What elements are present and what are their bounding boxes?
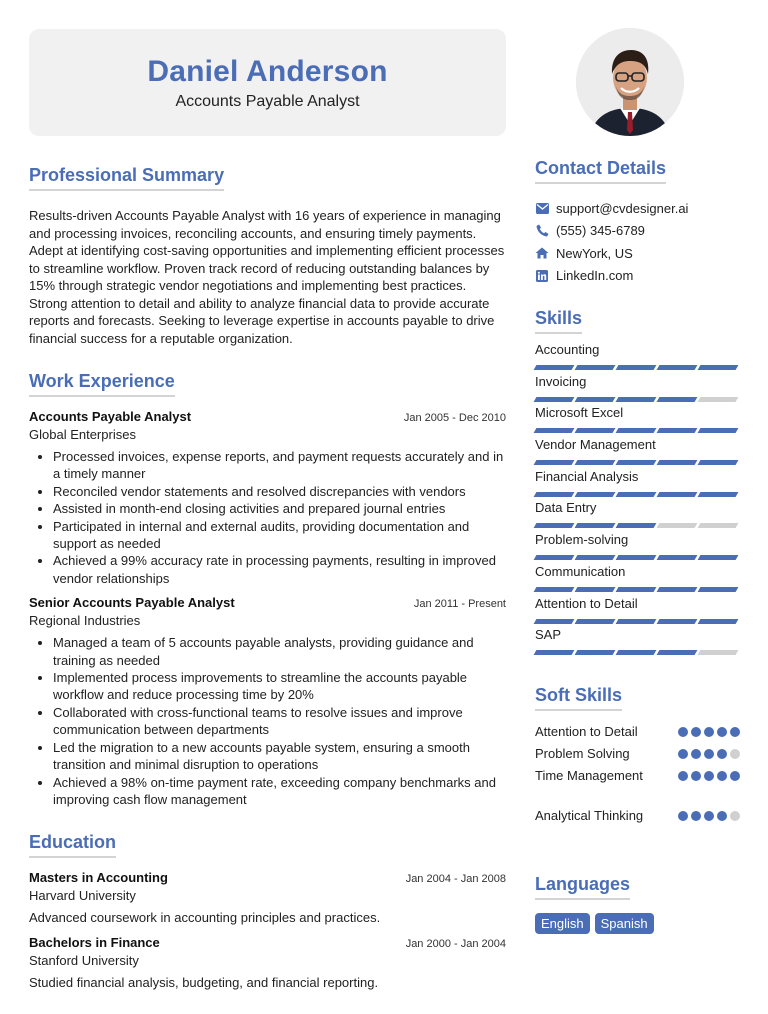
skill-level-bars — [535, 492, 740, 497]
phone-icon — [535, 224, 549, 238]
job-dates: Jan 2011 - Present — [413, 598, 506, 611]
contact-location-text: NewYork, US — [556, 245, 633, 261]
soft-skill-dot — [730, 771, 740, 781]
skill-level-segment — [698, 587, 739, 592]
skill-level-segment — [534, 555, 575, 560]
skill-level-bars — [535, 428, 740, 433]
soft-skill-dot — [730, 749, 740, 759]
education-heading: Education — [29, 832, 116, 858]
job-title: Senior Accounts Payable Analyst — [29, 595, 235, 611]
candidate-title: Accounts Payable Analyst — [175, 93, 360, 110]
soft-skill-name: Problem Solving — [535, 746, 630, 762]
job-bullet: • Participated in internal and external audits, providing documentation and support as needed — [53, 518, 506, 553]
skill-level-segment — [575, 397, 616, 402]
skill-level-segment — [657, 460, 698, 465]
skill-level-bars — [535, 587, 740, 592]
skill-level-segment — [616, 365, 657, 370]
contact-linkedin-text: LinkedIn.com — [556, 268, 634, 284]
skill-level-segment — [616, 397, 657, 402]
education-entry — [29, 935, 506, 990]
skill-level-segment — [534, 523, 575, 528]
skill-row — [535, 374, 740, 406]
skill-level-bars — [535, 650, 740, 655]
soft-skill-rating — [678, 771, 740, 781]
skill-row — [535, 564, 740, 596]
school-name: Harvard University — [29, 888, 136, 904]
skill-level-segment — [698, 650, 739, 655]
degree-title: Masters in Accounting — [29, 870, 168, 886]
contact-location — [535, 242, 740, 265]
job-bullet: • Processed invoices, expense reports, and payment requests accurately and in a timely manner — [53, 448, 506, 483]
skill-level-segment — [698, 619, 739, 624]
skill-row — [535, 500, 740, 532]
skill-level-segment — [698, 428, 739, 433]
skills-list — [535, 342, 740, 659]
job-bullet: • Collaborated with cross-functional teams to resolve issues and improve communication between departments — [53, 704, 506, 739]
soft-skill-dot — [691, 811, 701, 821]
skills-heading: Skills — [535, 308, 582, 334]
contact-phone-text: (555) 345-6789 — [556, 223, 645, 239]
skill-level-segment — [575, 555, 616, 560]
skill-level-segment — [534, 492, 575, 497]
header-box — [29, 29, 506, 136]
skill-level-segment — [616, 587, 657, 592]
skill-level-segment — [534, 619, 575, 624]
skill-row — [535, 596, 740, 628]
skill-level-segment — [698, 523, 739, 528]
soft-skill-row — [535, 805, 740, 827]
skill-level-segment — [657, 619, 698, 624]
skill-name: Data Entry — [535, 500, 597, 516]
job-dates: Jan 2005 - Dec 2010 — [403, 412, 506, 424]
job-bullet: • Led the migration to a new accounts payable system, ensuring a smooth transition and minimal disruption to operations — [53, 739, 506, 774]
skill-level-segment — [534, 428, 575, 433]
education-dates: Jan 2000 - Jan 2004 — [405, 938, 506, 951]
skill-level-segment — [698, 555, 739, 560]
soft-skill-dot — [730, 811, 740, 821]
soft-skill-dot — [704, 771, 714, 781]
skill-level-bars — [535, 365, 740, 370]
languages-heading: Languages — [535, 874, 630, 900]
skill-name: Vendor Management — [535, 437, 656, 453]
skill-name: Microsoft Excel — [535, 405, 624, 421]
home-icon — [535, 246, 549, 260]
soft-skill-rating — [678, 727, 740, 737]
soft-skill-dot — [678, 727, 688, 737]
school-name: Stanford University — [29, 953, 139, 969]
soft-skill-row — [535, 721, 740, 743]
skill-level-segment — [657, 428, 698, 433]
skill-level-bars — [535, 523, 740, 528]
profile-photo — [576, 28, 684, 136]
left-column — [29, 165, 506, 990]
skill-row — [535, 342, 740, 374]
skill-row — [535, 627, 740, 659]
education-entry — [29, 870, 506, 925]
contact-phone[interactable] — [535, 220, 740, 243]
contact-linkedin[interactable] — [535, 265, 740, 288]
skill-name: Problem-solving — [535, 532, 629, 548]
skill-level-segment — [657, 523, 698, 528]
soft-skills-list — [535, 721, 740, 827]
job-bullets — [29, 448, 506, 587]
soft-skill-rating — [678, 749, 740, 759]
degree-title: Bachelors in Finance — [29, 935, 160, 951]
skill-level-segment — [575, 428, 616, 433]
soft-skill-dot — [704, 749, 714, 759]
skill-level-segment — [616, 460, 657, 465]
skill-level-segment — [657, 397, 698, 402]
skill-level-bars — [535, 555, 740, 560]
skill-row — [535, 405, 740, 437]
education-description: Studied financial analysis, budgeting, and financial reporting. — [29, 975, 379, 991]
profile-photo-illustration — [576, 28, 684, 136]
soft-skill-row — [535, 743, 740, 765]
skill-level-segment — [657, 650, 698, 655]
contact-email[interactable] — [535, 197, 740, 220]
soft-skill-dot — [717, 727, 727, 737]
candidate-name: Daniel Anderson — [147, 55, 388, 88]
skill-name: Invoicing — [535, 373, 587, 389]
skill-level-segment — [657, 492, 698, 497]
soft-skill-dot — [717, 811, 727, 821]
job-bullet: • Implemented process improvements to streamline the accounts payable workflow and reduce processing time by 20% — [53, 669, 506, 704]
job-bullet: • Assisted in month-end closing activities and prepared journal entries — [53, 500, 506, 517]
skill-level-segment — [575, 650, 616, 655]
soft-skill-dot — [730, 727, 740, 737]
skill-level-segment — [534, 460, 575, 465]
contact-email-text: support@cvdesigner.ai — [556, 200, 689, 216]
job-bullet: • Achieved a 99% accuracy rate in processing payments, resulting in improved vendor relationships — [53, 552, 506, 587]
skill-name: Communication — [535, 563, 626, 579]
job-bullet: • Achieved a 98% on-time payment rate, exceeding company benchmarks and improving cash flow management — [53, 774, 506, 809]
skill-level-segment — [698, 492, 739, 497]
skill-level-segment — [616, 492, 657, 497]
job-company: Global Enterprises — [29, 427, 136, 442]
skill-row — [535, 469, 740, 501]
soft-skill-name: Analytical Thinking — [535, 808, 644, 824]
job-company: Regional Industries — [29, 613, 141, 629]
skill-level-segment — [698, 460, 739, 465]
skill-name: Attention to Detail — [535, 595, 638, 611]
skill-level-segment — [575, 619, 616, 624]
languages-list — [535, 913, 740, 934]
skill-level-segment — [616, 555, 657, 560]
job-title: Accounts Payable Analyst — [29, 409, 192, 424]
skill-name: Accounting — [535, 342, 600, 357]
soft-skill-dot — [717, 749, 727, 759]
soft-skill-dot — [691, 749, 701, 759]
skill-level-segment — [575, 492, 616, 497]
skill-level-segment — [575, 460, 616, 465]
skill-name: Financial Analysis — [535, 468, 639, 484]
job-entry — [29, 595, 506, 808]
contact-list — [535, 197, 740, 287]
linkedin-icon — [535, 269, 549, 283]
skill-level-bars — [535, 460, 740, 465]
language-badge: Spanish — [595, 913, 654, 934]
soft-skill-row — [535, 765, 740, 787]
skill-row — [535, 437, 740, 469]
soft-skill-dot — [717, 771, 727, 781]
skill-level-segment — [698, 397, 739, 402]
soft-skill-dot — [678, 771, 688, 781]
skill-level-segment — [575, 587, 616, 592]
soft-skill-dot — [691, 727, 701, 737]
soft-skill-dot — [704, 727, 714, 737]
soft-skill-dot — [678, 749, 688, 759]
contact-heading: Contact Details — [535, 158, 666, 184]
skill-level-segment — [575, 523, 616, 528]
skill-level-segment — [534, 650, 575, 655]
skill-row — [535, 532, 740, 564]
skill-level-segment — [534, 365, 575, 370]
soft-skill-dot — [704, 811, 714, 821]
summary-heading: Professional Summary — [29, 165, 224, 191]
job-entry — [29, 409, 506, 587]
skill-name: SAP — [535, 627, 562, 643]
skill-level-segment — [575, 365, 616, 370]
experience-heading: Work Experience — [29, 371, 175, 397]
soft-skill-name: Time Management — [535, 768, 643, 784]
skill-level-segment — [657, 555, 698, 560]
language-badge: English — [535, 913, 590, 934]
skill-level-segment — [534, 587, 575, 592]
education-dates: Jan 2004 - Jan 2008 — [405, 873, 506, 886]
job-bullets — [29, 634, 506, 808]
skill-level-bars — [535, 619, 740, 624]
skill-level-segment — [698, 365, 739, 370]
job-bullet: • Reconciled vendor statements and resolved discrepancies with vendors — [53, 483, 506, 500]
education-description: Advanced coursework in accounting principles and practices. — [29, 910, 381, 926]
skill-level-segment — [657, 587, 698, 592]
skill-level-segment — [616, 428, 657, 433]
soft-skill-dot — [678, 811, 688, 821]
envelope-icon — [535, 201, 549, 215]
summary-text: Results-driven Accounts Payable Analyst with 16 years of experience in managing and processing invoices, reconciling accounts, and ensuring timely payments. Adept at identifying cost-saving opportunities and implementing efficient processes to streamline workflow. Proven track record of reducing outstanding balances by 15% through strategic vendor negotiations and implementing best practices. Strong attention to detail and ability to analyze financial data to provide accurate reports and forecasts. Seeking to leverage expertise in accounts payable to drive financial success for a reputable organization. — [29, 208, 505, 346]
skill-level-segment — [657, 365, 698, 370]
skill-level-segment — [534, 397, 575, 402]
soft-skill-dot — [691, 771, 701, 781]
skill-level-segment — [616, 650, 657, 655]
soft-skill-name: Attention to Detail — [535, 724, 638, 740]
job-bullet: • Managed a team of 5 accounts payable analysts, providing guidance and training as needed — [53, 634, 506, 669]
right-column — [535, 158, 740, 934]
soft-skill-rating — [678, 811, 740, 821]
skill-level-segment — [616, 523, 657, 528]
skill-level-bars — [535, 397, 740, 402]
soft-skills-heading: Soft Skills — [535, 685, 622, 711]
skill-level-segment — [616, 619, 657, 624]
